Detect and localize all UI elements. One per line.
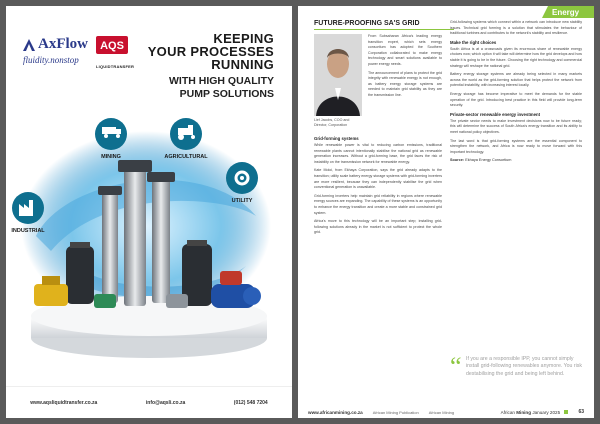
pull-quote bbox=[450, 352, 584, 381]
red-pump bbox=[220, 271, 242, 285]
article-column-2 bbox=[450, 20, 582, 164]
author-photo bbox=[314, 34, 362, 116]
badge-industrial-label: INDUSTRIAL bbox=[11, 228, 45, 234]
aqs-subtitle: LIQUIDTRANSFER bbox=[96, 64, 135, 69]
badge-agricultural-label: AGRICULTURAL bbox=[164, 154, 208, 160]
ad-email[interactable]: info@aqsli.co.za bbox=[145, 399, 186, 406]
headline-line-1: KEEPING bbox=[213, 31, 274, 46]
paragraph: Kate Moloi, from Ekhaya Corporation, says the grid already adapts to the transition; utility scale battery energy storage systems with grid-forming inverters are more resilient, because they can independently stabilise the grid when conventional generation is unavailable. bbox=[314, 168, 442, 190]
magazine-issue: January 2025 bbox=[532, 409, 561, 415]
paragraph: South Africa is at a crossroads given its enormous share of renewable energy choices now; which option it will take will determine how the grid develops and how stable it is going to be in the future. Choosing the right technology and commercial strategy will reshape the national grid. bbox=[450, 46, 582, 68]
section-tab: Energy bbox=[542, 6, 594, 18]
ad-website[interactable]: www.aqsliquidtransfer.co.za bbox=[30, 399, 98, 406]
aqs-logo bbox=[96, 36, 134, 69]
paragraph: Battery energy storage systems are already being selected in many markets across the world as the grid-forming solution that helps protect the network from potential instability, with increasing interest locally. bbox=[450, 72, 582, 88]
article-source bbox=[450, 158, 582, 164]
axflow-mark-icon bbox=[22, 38, 36, 52]
footer-website[interactable]: www.africanmining.co.za bbox=[308, 409, 363, 415]
vertical-pump-2 bbox=[152, 178, 170, 303]
aqs-logo-mark bbox=[96, 36, 128, 58]
vertical-pump-1 bbox=[124, 166, 146, 306]
headline-line-3: RUNNING bbox=[211, 57, 274, 72]
axflow-tagline: fluidity.nonstop bbox=[23, 55, 79, 65]
page-number: 63 bbox=[578, 409, 584, 415]
paragraph: Grid-forming inverters help maintain grid reliability in regions where renewable energy sources are expanding. The capability of these systems is an opportunity to enhance the energy transition and create a more stable and constrained grid system. bbox=[314, 193, 442, 215]
headline-line-4: WITH HIGH QUALITY bbox=[169, 75, 274, 87]
source-text: Ekhaya Energy Consortium bbox=[465, 158, 512, 163]
aqs-logo-text: AQS bbox=[100, 40, 124, 52]
magazine-name: African bbox=[500, 409, 515, 415]
footer-magazine bbox=[501, 410, 569, 415]
paragraph: The last word is that grid-forming systems are the essential component to strengthen the network, and Africa is now ready to move forward with this important technology. bbox=[450, 138, 582, 154]
paragraph: Grid-following systems which connect within a network can introduce new stability issues. Technical grid forming is a solution that stimulates the behaviour of traditional turbines and contributes to the network's stability and resilience. bbox=[450, 20, 582, 36]
article-footer bbox=[298, 406, 594, 418]
footer-publication-2: African Mining bbox=[428, 409, 455, 415]
ad-phone: (012) 548 7204 bbox=[233, 399, 268, 406]
advert-page bbox=[6, 6, 292, 418]
axflow-brand: AxFlow bbox=[38, 36, 88, 52]
photo-caption: Lief Jacobs, COO and Director, Corporation bbox=[314, 118, 350, 127]
badge-agricultural bbox=[164, 118, 208, 160]
subheading: Grid-forming systems bbox=[314, 136, 359, 141]
headline-line-2: YOUR PROCESSES bbox=[147, 44, 274, 59]
subheading: Make the right choices bbox=[450, 39, 497, 45]
paragraph: The private sector needs to make investment decisions now to be future ready; this will determine the success of South Africa's energy transition and its ability to meet national policy objectives. bbox=[450, 118, 582, 134]
ad-logos bbox=[22, 36, 134, 69]
pump-illustration bbox=[6, 116, 292, 376]
magazine-name-bold: Mining bbox=[516, 409, 532, 415]
paragraph: Africa's move to this technology will be an important step; installing grid-following solutions already in the market is not sufficient to protect the whole grid. bbox=[314, 219, 442, 235]
article-column-1-top bbox=[368, 34, 442, 102]
grey-pump bbox=[166, 294, 188, 308]
article-title: FUTURE-PROOFING SA'S GRID bbox=[314, 20, 454, 30]
badge-utility-label: UTILITY bbox=[231, 198, 253, 204]
paragraph: While renewable power is vital to reducing carbon emissions, traditional renewable plants cannot intentionally stabilise the national grid as renewable generation increases. Without a grid-forming base, the grid faces the risk of instability on the transmission network for renewable energy. bbox=[314, 143, 442, 164]
green-square-icon bbox=[564, 410, 568, 414]
article-column-1-bottom bbox=[314, 134, 442, 239]
source-label: Source: bbox=[450, 158, 465, 163]
footer-publication-1: African Mining Publication bbox=[372, 409, 419, 415]
subheading: Private-sector renewable energy investment bbox=[450, 111, 541, 117]
vertical-pump-3 bbox=[102, 191, 118, 303]
ad-footer bbox=[6, 386, 292, 418]
quote-mark-icon: “ bbox=[450, 352, 462, 381]
article-page bbox=[298, 6, 594, 418]
paragraph: From Subsaharan Africa's leading energy transition expert, which sets energy consortium has adopted the Southern Corporation collaborated to make energy technology and smart solutions available to power energy needs. bbox=[368, 34, 442, 66]
yellow-diaphragm-pump bbox=[34, 284, 68, 306]
pull-quote-text: If you are a responsible IPP, you cannot simply install grid-following renewables anymore. You risk destabilising the grid and being left behind. bbox=[466, 356, 582, 377]
paragraph: The announcement of plans to protect the grid integrity with renewable energy is not enough, as battery energy storage systems are needed to maintain grid stability as they are the transmission line. bbox=[368, 70, 442, 97]
headline-line-5: PUMP SOLUTIONS bbox=[179, 88, 274, 100]
badge-industrial bbox=[11, 192, 45, 234]
green-pump bbox=[94, 294, 116, 308]
axflow-logo bbox=[22, 36, 88, 65]
badge-mining-label: MINING bbox=[101, 154, 121, 160]
ad-headline bbox=[148, 32, 274, 100]
paragraph: Energy storage has become imperative to meet the demands for the stable operation of the grid. Introducing best practice in this field will provide long-term security. bbox=[450, 91, 582, 108]
submersible-pump-left bbox=[66, 246, 94, 304]
